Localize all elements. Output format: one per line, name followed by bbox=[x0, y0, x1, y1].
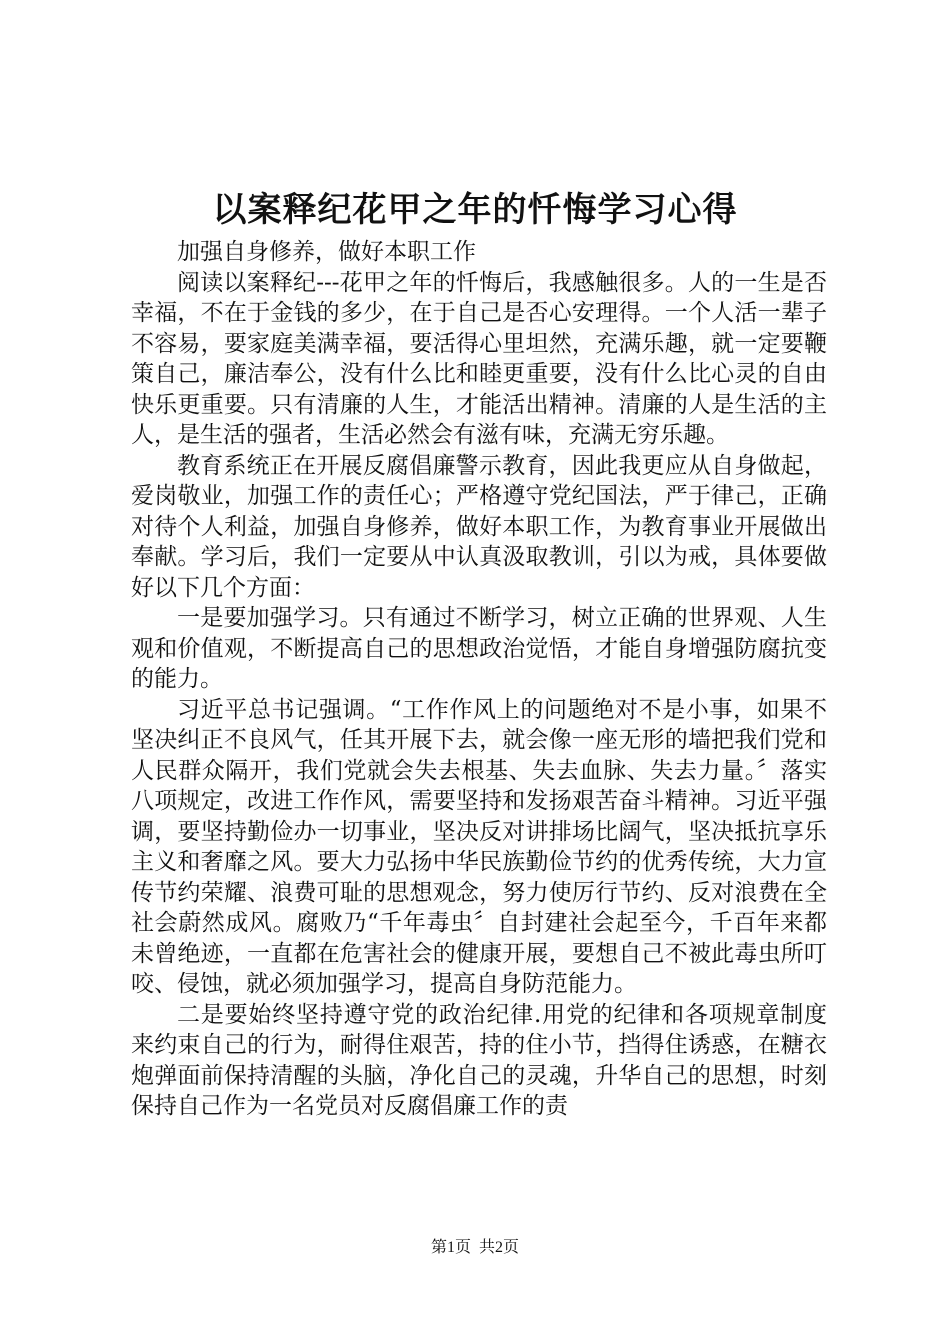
paragraph-quote: 习近平总书记强调。“工作作风上的问题绝对不是小事，如果不坚决纠正不良风气，任其开展下去，就会像一座无形的墙把我们党和人民群众隔开，我们党就会失去根基、失去血脉、失去力量。〞落实八项规定，改进工作作风，需要坚持和发扬艰苦奋斗精神。习近平强调，要坚持勤俭办一切事业，坚决反对讲排场比阔气，坚决抵抗享乐主义和奢靡之风。要大力弘扬中华民族勤俭节约的优秀传统，大力宣传节约荣耀、浪费可耻的思想观念，努力使厉行节约、反对浪费在全社会蔚然成风。腐败乃“千年毒虫〞自封建社会起至今，千百年来都未曾绝迹，一直都在危害社会的健康开展，要想自己不被此毒虫所叮咬、侵蚀，就必须加强学习，提高自身防范能力。 bbox=[131, 696, 827, 997]
page-number: 第1页 bbox=[430, 1239, 471, 1256]
paragraph-education: 教育系统正在开展反腐倡廉警示教育，因此我更应从自身做起，爱岗敬业，加强工作的责任心；严格遵守党纪国法，严于律己，正确对待个人利益，加强自身修养，做好本职工作，为教育事业开展做出奉献。学习后，我们一定要从中认真汲取教训，引以为戒，具体要做好以下几个方面： bbox=[131, 452, 827, 601]
document-title: 以案释纪花甲之年的忏悔学习心得 bbox=[212, 190, 738, 230]
page-footer bbox=[0, 1238, 950, 1258]
page-total: 共2页 bbox=[479, 1239, 520, 1256]
paragraph-point-two: 二是要始终坚持遵守党的政治纪律.用党的纪律和各项规章制度来约束自己的行为，耐得住艰苦，持的住小节，挡得住诱惑，在糖衣炮弹面前保持清醒的头脑，净化自己的灵魂，升华自己的思想，时刻保持自己作为一名党员对反腐倡廉工作的责 bbox=[131, 1001, 827, 1119]
document-body bbox=[131, 237, 827, 1122]
paragraph-intro: 阅读以案释纪---花甲之年的忏悔后，我感触很多。人的一生是否幸福，不在于金钱的多少，在于自己是否心安理得。一个人活一辈子不容易，要家庭美满幸福，要活得心里坦然，充满乐趣，就一定要鞭策自己，廉洁奉公，没有什么比和睦更重要，没有什么比心灵的自由快乐更重要。只有清廉的人生，才能活出精神。清廉的人是生活的主人，是生活的强者，生活必然会有滋有味，充满无穷乐趣。 bbox=[131, 269, 827, 448]
paragraph-subtitle: 加强自身修养，做好本职工作 bbox=[177, 239, 476, 265]
paragraph-point-one: 一是要加强学习。只有通过不断学习，树立正确的世界观、人生观和价值观，不断提高自己的思想政治觉悟，才能自身增强防腐抗变的能力。 bbox=[131, 605, 827, 692]
